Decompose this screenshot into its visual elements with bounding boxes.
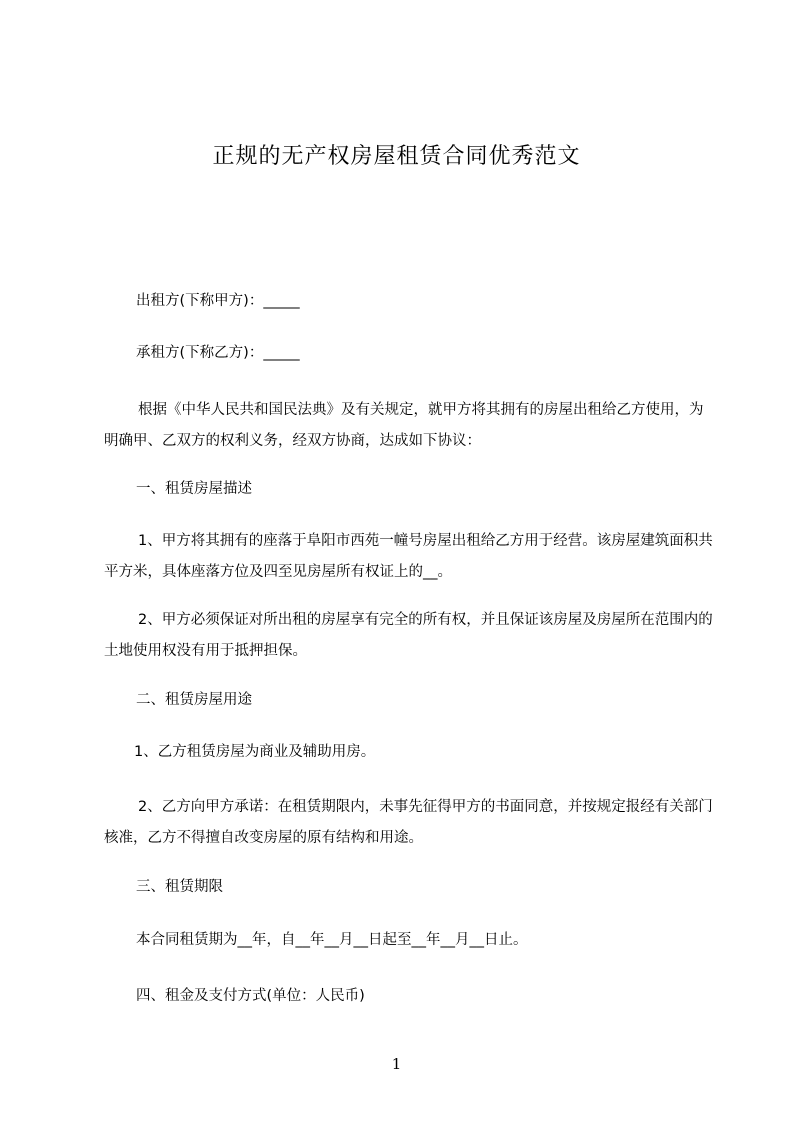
section-heading-1: 一、租赁房屋描述: [136, 481, 252, 497]
preamble-paragraph: 根据《中华人民共和国民法典》及有关规定，就甲方将其拥有的房屋出租给乙方使用，为明确甲、乙双方的权利义务，经双方协商，达成如下协议：: [104, 402, 704, 449]
clause-2-1: 1、乙方租赁房屋为商业及辅助用房。: [134, 744, 376, 760]
document-title: 正规的无产权房屋租赁合同优秀范文: [212, 144, 581, 169]
section-heading-2: 二、租赁房屋用途: [136, 692, 252, 708]
section-heading-3: 三、租赁期限: [136, 879, 223, 895]
clause-1-1: 1、甲方将其拥有的座落于阜阳市西苑一幢号房屋出租给乙方用于经营。该房屋建筑面积共平方米，具体座落方位及四至见房屋所有权证上的__。: [104, 533, 713, 580]
clause-1-2: 2、甲方必须保证对所出租的房屋享有完全的所有权，并且保证该房屋及房屋所在范围内的土地使用权没有用于抵押担保。: [104, 612, 713, 659]
lessee-line: 承租方(下称乙方)：_____: [136, 345, 300, 361]
clause-2-2: 2、乙方向甲方承诺：在租赁期限内，未事先征得甲方的书面同意，并按规定报经有关部门核准，乙方不得擅自改变房屋的原有结构和用途。: [104, 799, 713, 846]
lease-term-line: 本合同租赁期为__年，自__年__月__日起至__年__月__日止。: [136, 932, 528, 948]
page-number: 1: [391, 1055, 402, 1073]
section-heading-4: 四、租金及支付方式(单位：人民币): [136, 988, 365, 1004]
lessor-line: 出租方(下称甲方)：_____: [136, 293, 300, 309]
